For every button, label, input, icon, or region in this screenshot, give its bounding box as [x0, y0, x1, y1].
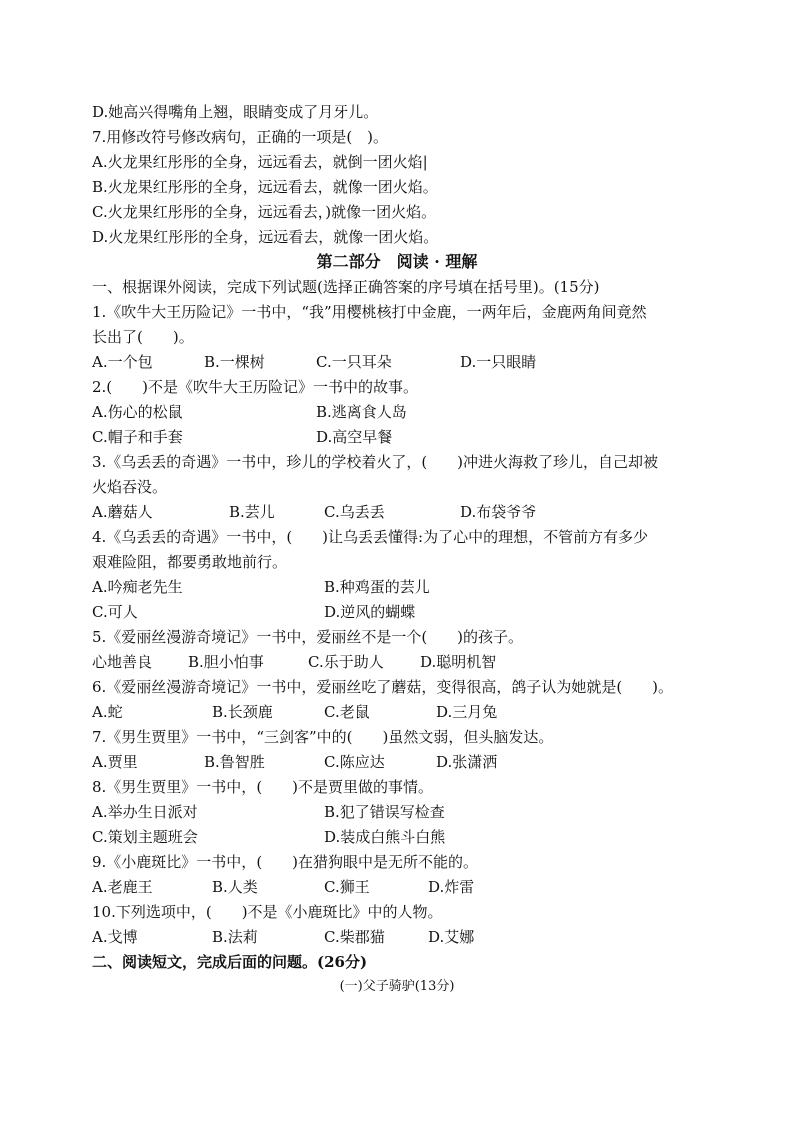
q5-option-a: 心地善良: [92, 653, 153, 671]
q4-stem-line1: 4.《乌丢丢的奇遇》一书中，( )让乌丢丢懂得:为了心中的理想，不管前方有多少: [92, 528, 649, 546]
q10-option-b: B.法莉: [212, 928, 258, 946]
q4-options-row2: [92, 602, 712, 622]
q7-option-c: C.陈应达: [324, 753, 385, 771]
part1-q7-stem: 7.用修改符号修改病句，正确的一项是( )。: [92, 128, 389, 146]
q7-stem: 7.《男生贾里》一书中，“三剑客”中的( )虽然文弱，但头脑发达。: [92, 728, 554, 746]
q10-option-d: D.艾娜: [428, 928, 475, 946]
q6-stem: 6.《爱丽丝漫游奇境记》一书中，爱丽丝吃了蘑菇，变得很高，鸽子认为她就是( )。: [92, 678, 674, 696]
q6-option-c: C.老鼠: [324, 703, 370, 721]
part1-q7-option-b: B.火龙果红彤彤的全身，远远看去，就像一团火焰。: [92, 178, 438, 196]
q7-options: [92, 752, 712, 772]
part1-q7-option-a: A.火龙果红彤彤的全身，远远看去，就倒一团火焰|: [92, 153, 428, 171]
q5-stem: 5.《爱丽丝漫游奇境记》一书中，爱丽丝不是一个( )的孩子。: [92, 628, 524, 646]
q4-options-row1: [92, 577, 712, 597]
q4-option-b: B.种鸡蛋的芸儿: [324, 578, 430, 596]
part1-q6-option-d: D.她高兴得嘴角上翘，眼睛变成了月牙儿。: [92, 103, 379, 121]
q8-option-b: B.犯了错误写检查: [324, 803, 445, 821]
q1-option-c: C.一只耳朵: [316, 353, 392, 371]
section2-heading: 二、阅读短文，完成后面的问题。(26分): [92, 953, 368, 971]
q2-options-row1: [92, 402, 712, 422]
q8-stem: 8.《男生贾里》一书中，( )不是贾里做的事情。: [92, 778, 434, 796]
q9-option-d: D.炸雷: [428, 878, 475, 896]
q8-options-row2: [92, 827, 712, 847]
q1-option-d: D.一只眼睛: [460, 353, 537, 371]
q9-option-a: A.老鹿王: [92, 878, 153, 896]
q10-option-a: A.戈博: [92, 928, 138, 946]
q1-stem-line2: 长出了( )。: [92, 328, 194, 346]
q8-option-a: A.举办生日派对: [92, 803, 198, 821]
q3-options: [92, 502, 712, 522]
q1-stem-line1: 1.《吹牛大王历险记》一书中，“我”用樱桃核打中金鹿，一两年后，金鹿两角间竟然: [92, 303, 647, 321]
q5-option-d: D.聪明机智: [420, 653, 497, 671]
q5-options: [92, 652, 712, 672]
q9-stem: 9.《小鹿斑比》一书中，( )在猎狗眼中是无所不能的。: [92, 853, 479, 871]
q4-option-a: A.吟痴老先生: [92, 578, 183, 596]
q4-stem-line2: 艰难险阻，都要勇敢地前行。: [92, 553, 288, 571]
q8-option-c: C.策划主题班会: [92, 828, 198, 846]
q6-option-b: B.长颈鹿: [212, 703, 273, 721]
q3-stem-line1: 3.《乌丢丢的奇遇》一书中，珍儿的学校着火了，( )冲进火海救了珍儿，自己却被: [92, 453, 659, 471]
q5-option-b: B.胆小怕事: [188, 653, 264, 671]
q3-option-a: A.蘑菇人: [92, 503, 153, 521]
q7-option-a: A.贾里: [92, 753, 138, 771]
q2-option-a: A.伤心的松鼠: [92, 403, 183, 421]
q10-stem: 10.下列选项中，( )不是《小鹿斑比》中的人物。: [92, 903, 443, 921]
q9-option-b: B.人类: [212, 878, 258, 896]
q2-option-b: B.逃离食人岛: [316, 403, 407, 421]
part1-q7-option-d: D.火龙果红彤彤的全身，远远看去，就像一团火焰。: [92, 228, 439, 246]
q4-option-d: D.逆风的蝴蝶: [324, 603, 416, 621]
q8-option-d: D.装成白熊斗白熊: [324, 828, 446, 846]
q3-stem-line2: 火焰吞没。: [92, 478, 168, 496]
q3-option-c: C.乌丢丢: [324, 503, 385, 521]
passage1-title: (一)父子骑驴(13分): [339, 979, 455, 994]
q1-option-a: A.一个包: [92, 353, 153, 371]
q9-options: [92, 877, 712, 897]
q10-options: [92, 927, 712, 947]
q1-option-b: B.一棵树: [204, 353, 265, 371]
q2-option-d: D.高空早餐: [316, 428, 393, 446]
part2-title: 第二部分 阅读 · 理解: [316, 252, 478, 271]
q2-options-row2: [92, 427, 712, 447]
q6-option-d: D.三月兔: [436, 703, 498, 721]
q6-options: [92, 702, 712, 722]
q7-option-d: D.张潇洒: [436, 753, 498, 771]
q3-option-d: D.布袋爷爷: [460, 503, 537, 521]
q6-option-a: A.蛇: [92, 703, 123, 721]
q5-option-c: C.乐于助人: [308, 653, 384, 671]
q8-options-row1: [92, 802, 712, 822]
q10-option-c: C.柴郡猫: [324, 928, 385, 946]
q1-options: [92, 352, 712, 372]
q2-stem: 2.( )不是《吹牛大王历险记》一书中的故事。: [92, 378, 419, 396]
q7-option-b: B.鲁智胜: [204, 753, 265, 771]
part1-q7-option-c: C.火龙果红彤彤的全身，远远看去，)就像一团火焰。: [92, 203, 437, 221]
q3-option-b: B.芸儿: [229, 503, 275, 521]
section1-heading: 一、根据课外阅读，完成下列试题(选择正确答案的序号填在括号里)。(15分): [92, 278, 600, 296]
q4-option-c: C.可人: [92, 603, 138, 621]
q2-option-c: C.帽子和手套: [92, 428, 183, 446]
q9-option-c: C.狮王: [324, 878, 370, 896]
